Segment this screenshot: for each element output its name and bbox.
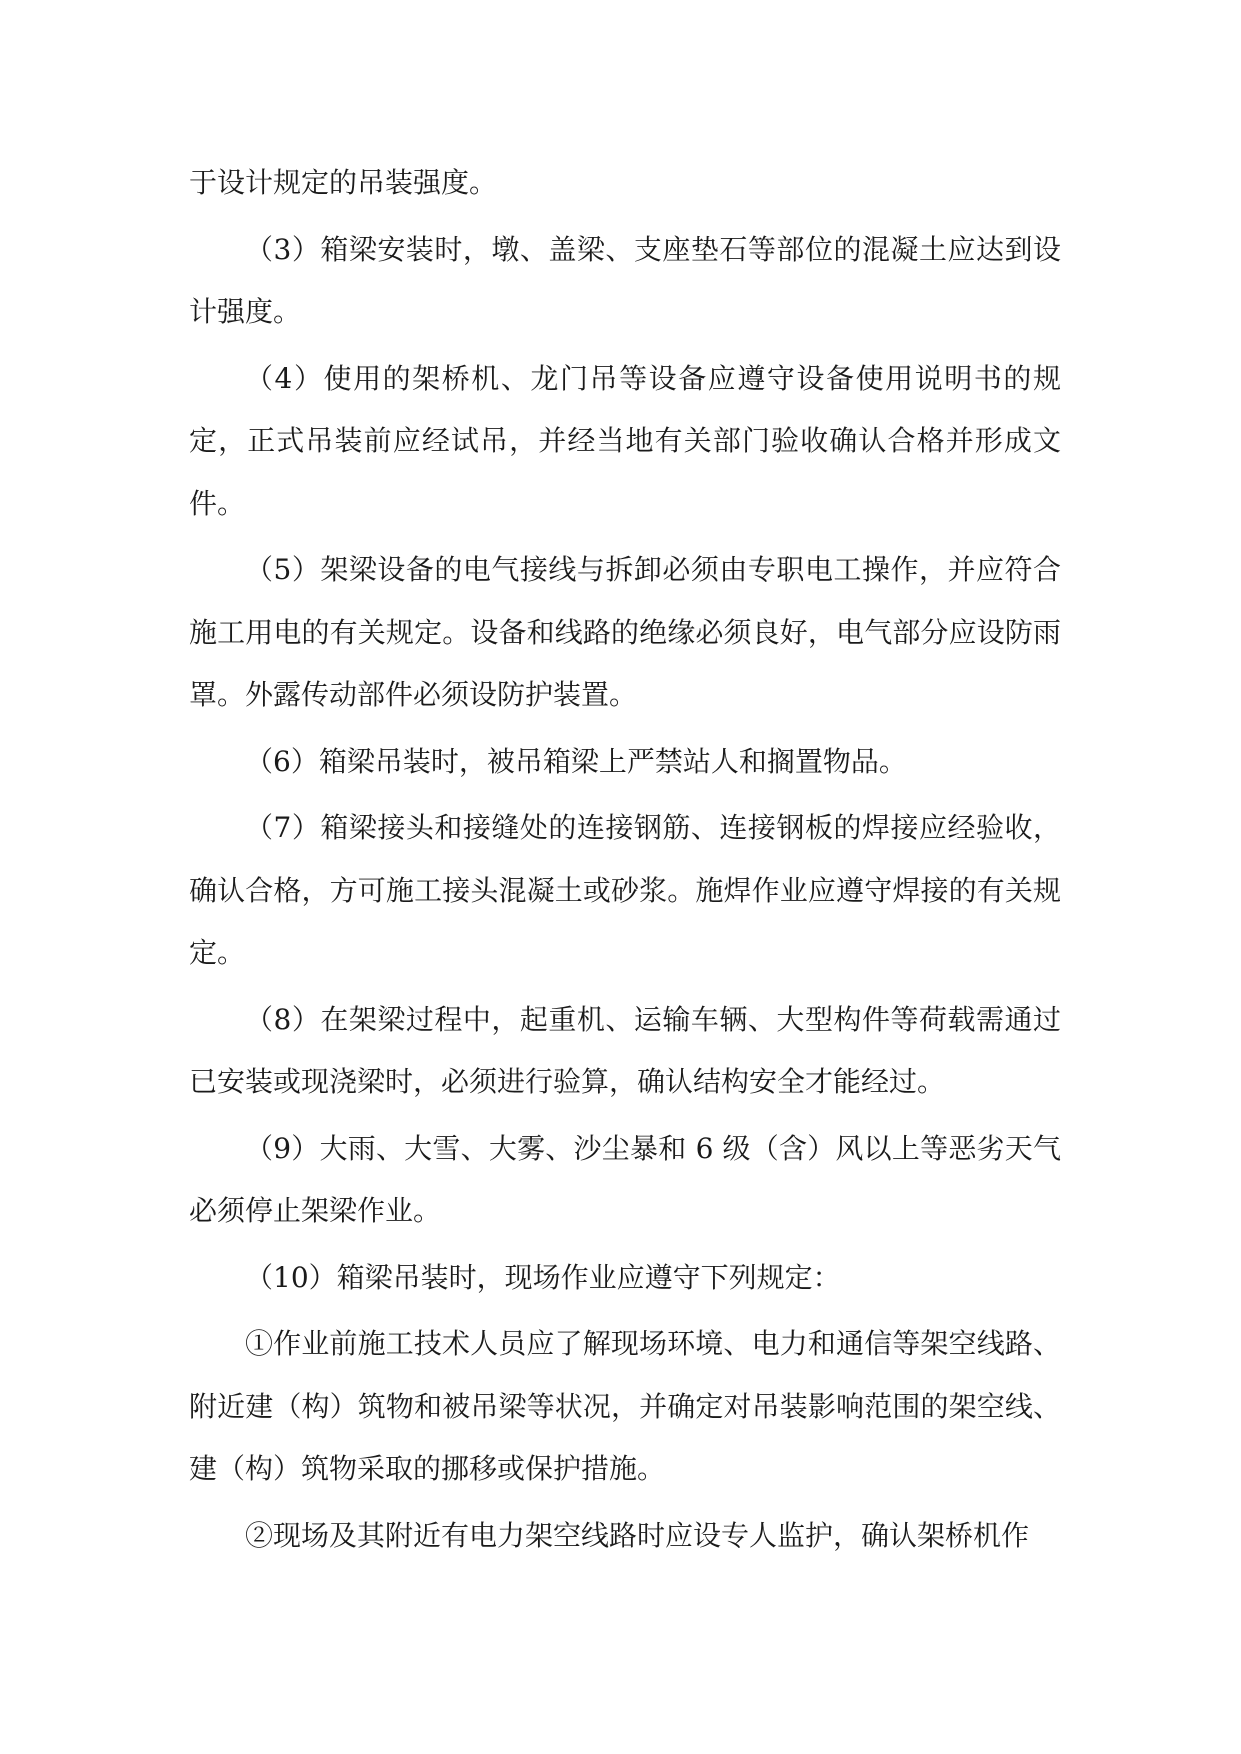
paragraph-item-4: （4）使用的架桥机、龙门吊等设备应遵守设备使用说明书的规定，正式吊装前应经试吊，并经当地有关部门验收确认合格并形成文件。: [189, 361, 1061, 520]
paragraph-continuation: 于设计规定的吊装强度。: [189, 166, 498, 199]
paragraph-subitem-1: ①作业前施工技术人员应了解现场环境、电力和通信等架空线路、附近建（构）筑物和被吊梁等状况，并确定对吊装影响范围的架空线、建（构）筑物采取的挪移或保护措施。: [189, 1327, 1061, 1485]
paragraph-item-10: （10）箱梁吊装时，现场作业应遵守下列规定：: [245, 1260, 841, 1294]
paragraph-item-7: （7）箱梁接头和接缝处的连接钢筋、连接钢板的焊接应经验收，确认合格，方可施工接头混凝土或砂浆。施焊作业应遵守焊接的有关规定。: [189, 811, 1061, 969]
paragraph-item-9: （9）大雨、大雪、大雾、沙尘暴和 6 级（含）风以上等恶劣天气必须停止架梁作业。: [189, 1131, 1061, 1227]
document-body: [189, 152, 1061, 1571]
paragraph-item-8: （8）在架梁过程中，起重机、运输车辆、大型构件等荷载需通过已安装或现浇梁时，必须进行验算，确认结构安全才能经过。: [189, 1002, 1061, 1098]
paragraph-item-6: （6）箱梁吊装时，被吊箱梁上严禁站人和搁置物品。: [245, 744, 907, 778]
paragraph-item-5: （5）架梁设备的电气接线与拆卸必须由专职电工操作，并应符合施工用电的有关规定。设备和线路的绝缘必须良好，电气部分应设防雨罩。外露传动部件必须设防护装置。: [189, 553, 1061, 711]
paragraph-item-3: （3）箱梁安装时，墩、盖梁、支座垫石等部位的混凝土应达到设计强度。: [189, 232, 1061, 328]
paragraph-subitem-2: ②现场及其附近有电力架空线路时应设专人监护，确认架桥机作: [245, 1518, 1030, 1552]
